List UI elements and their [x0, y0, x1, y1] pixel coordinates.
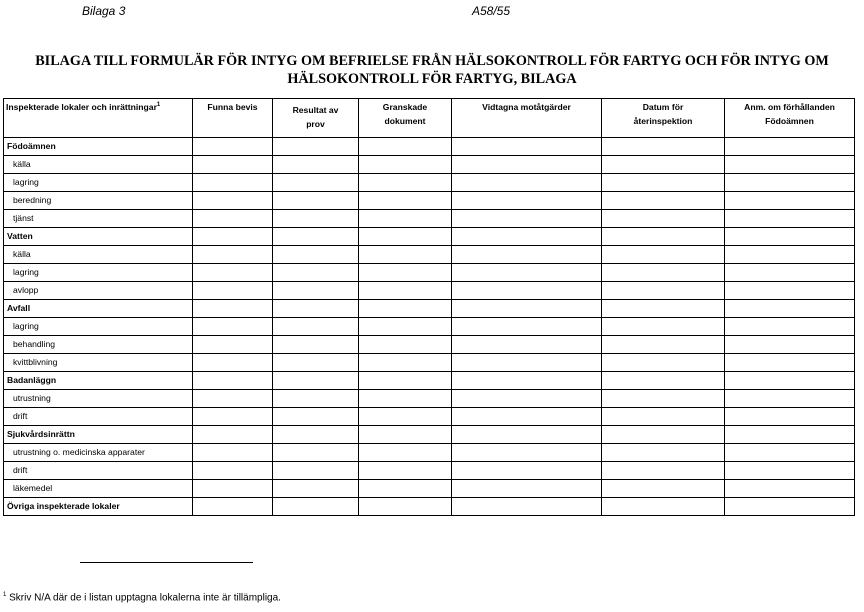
- entry-cell[interactable]: [359, 354, 452, 372]
- entry-cell[interactable]: [602, 354, 725, 372]
- entry-cell[interactable]: [452, 246, 602, 264]
- entry-cell[interactable]: [725, 354, 855, 372]
- row-label: avlopp: [4, 282, 193, 300]
- entry-cell[interactable]: [359, 300, 452, 318]
- entry-cell[interactable]: [359, 426, 452, 444]
- entry-cell[interactable]: [602, 426, 725, 444]
- entry-cell[interactable]: [725, 408, 855, 426]
- row-label: drift: [4, 408, 193, 426]
- entry-cell[interactable]: [452, 282, 602, 300]
- entry-cell[interactable]: [193, 192, 273, 210]
- category-row: [4, 300, 855, 318]
- entry-cell[interactable]: [725, 426, 855, 444]
- entry-cell[interactable]: [273, 426, 359, 444]
- entry-cell[interactable]: [725, 246, 855, 264]
- entry-cell[interactable]: [725, 498, 855, 516]
- entry-cell[interactable]: [273, 336, 359, 354]
- entry-cell[interactable]: [602, 498, 725, 516]
- entry-cell[interactable]: [193, 246, 273, 264]
- column-header-text: Anm. om förhållanden: [744, 102, 835, 112]
- entry-cell[interactable]: [193, 390, 273, 408]
- entry-cell[interactable]: [359, 462, 452, 480]
- entry-cell[interactable]: [273, 498, 359, 516]
- entry-cell[interactable]: [273, 246, 359, 264]
- page-title: [0, 52, 864, 88]
- category-row: [4, 228, 855, 246]
- entry-cell[interactable]: [602, 336, 725, 354]
- entry-cell[interactable]: [273, 282, 359, 300]
- footnote-reference: 1: [156, 102, 161, 109]
- entry-cell[interactable]: [452, 264, 602, 282]
- entry-cell[interactable]: [193, 480, 273, 498]
- entry-cell[interactable]: [452, 408, 602, 426]
- category-row: [4, 372, 855, 390]
- table-row: [4, 354, 855, 372]
- entry-cell[interactable]: [725, 228, 855, 246]
- entry-cell[interactable]: [273, 372, 359, 390]
- entry-cell[interactable]: [452, 390, 602, 408]
- entry-cell[interactable]: [602, 264, 725, 282]
- column-header-2: [193, 99, 273, 138]
- category-row: [4, 138, 855, 156]
- footnote-separator: [80, 562, 253, 563]
- entry-cell[interactable]: [193, 426, 273, 444]
- column-header-7: [725, 99, 855, 138]
- title-line-2: HÄLSOKONTROLL FÖR FARTYG, BILAGA: [287, 71, 577, 87]
- entry-cell[interactable]: [602, 300, 725, 318]
- entry-cell[interactable]: [602, 210, 725, 228]
- footnote: [3, 592, 281, 603]
- entry-cell[interactable]: [602, 138, 725, 156]
- entry-cell[interactable]: [602, 480, 725, 498]
- column-header-4: [359, 99, 452, 138]
- category-label: Badanläggn: [4, 372, 193, 390]
- column-header-5: [452, 99, 602, 138]
- column-header-3: [273, 99, 359, 138]
- column-header-text: Datum för: [642, 102, 684, 112]
- category-row: [4, 426, 855, 444]
- entry-cell[interactable]: [602, 282, 725, 300]
- column-header-1: [4, 99, 193, 138]
- entry-cell[interactable]: [602, 246, 725, 264]
- column-header-text: Inspekterade lokaler och inrättningar: [6, 102, 157, 112]
- entry-cell[interactable]: [193, 372, 273, 390]
- entry-cell[interactable]: [602, 174, 725, 192]
- entry-cell[interactable]: [273, 480, 359, 498]
- entry-cell[interactable]: [725, 480, 855, 498]
- table-row: [4, 390, 855, 408]
- entry-cell[interactable]: [602, 390, 725, 408]
- entry-cell[interactable]: [725, 156, 855, 174]
- table-row: [4, 408, 855, 426]
- entry-cell[interactable]: [193, 300, 273, 318]
- entry-cell[interactable]: [193, 210, 273, 228]
- entry-cell[interactable]: [359, 210, 452, 228]
- table-row: [4, 210, 855, 228]
- entry-cell[interactable]: [452, 300, 602, 318]
- column-header-text-line2: återinspektion: [633, 116, 693, 126]
- entry-cell[interactable]: [273, 264, 359, 282]
- entry-cell[interactable]: [273, 354, 359, 372]
- row-label: läkemedel: [4, 480, 193, 498]
- category-label: Övriga inspekterade lokaler: [4, 498, 193, 516]
- entry-cell[interactable]: [359, 192, 452, 210]
- entry-cell[interactable]: [193, 462, 273, 480]
- footnote-text: Skriv N/A där de i listan upptagna lokalerna inte är tillämpliga.: [9, 592, 281, 604]
- entry-cell[interactable]: [359, 336, 452, 354]
- row-label: beredning: [4, 192, 193, 210]
- column-header-text: Granskade: [382, 102, 428, 112]
- row-label: lagring: [4, 174, 193, 192]
- column-header-text: Funna bevis: [207, 102, 258, 112]
- entry-cell[interactable]: [273, 408, 359, 426]
- entry-cell[interactable]: [725, 462, 855, 480]
- row-label: behandling: [4, 336, 193, 354]
- entry-cell[interactable]: [193, 174, 273, 192]
- entry-cell[interactable]: [725, 444, 855, 462]
- entry-cell[interactable]: [452, 228, 602, 246]
- table-row: [4, 246, 855, 264]
- category-label: Vatten: [4, 228, 193, 246]
- entry-cell[interactable]: [452, 462, 602, 480]
- annex-label: Bilaga 3: [82, 4, 126, 18]
- entry-cell[interactable]: [193, 498, 273, 516]
- entry-cell[interactable]: [193, 444, 273, 462]
- entry-cell[interactable]: [273, 318, 359, 336]
- entry-cell[interactable]: [359, 408, 452, 426]
- entry-cell[interactable]: [359, 480, 452, 498]
- entry-cell[interactable]: [193, 336, 273, 354]
- entry-cell[interactable]: [359, 444, 452, 462]
- entry-cell[interactable]: [452, 192, 602, 210]
- table-body: [4, 138, 855, 516]
- entry-cell[interactable]: [193, 264, 273, 282]
- table-row: [4, 318, 855, 336]
- entry-cell[interactable]: [359, 246, 452, 264]
- entry-cell[interactable]: [602, 408, 725, 426]
- column-header-text-line2: Födoämnen: [765, 116, 814, 126]
- entry-cell[interactable]: [452, 372, 602, 390]
- category-label: Avfall: [4, 300, 193, 318]
- entry-cell[interactable]: [725, 174, 855, 192]
- column-header-text: Resultat av: [292, 105, 339, 115]
- entry-cell[interactable]: [725, 264, 855, 282]
- column-header-text: Vidtagna motåtgärder: [482, 102, 571, 112]
- entry-cell[interactable]: [602, 444, 725, 462]
- row-label: lagring: [4, 264, 193, 282]
- entry-cell[interactable]: [452, 426, 602, 444]
- table-header: [4, 99, 855, 138]
- category-row: [4, 498, 855, 516]
- column-header-text-line2: dokument: [384, 116, 426, 126]
- entry-cell[interactable]: [452, 336, 602, 354]
- entry-cell[interactable]: [725, 336, 855, 354]
- table-row: [4, 282, 855, 300]
- entry-cell[interactable]: [725, 318, 855, 336]
- entry-cell[interactable]: [602, 192, 725, 210]
- entry-cell[interactable]: [725, 282, 855, 300]
- row-label: utrustning: [4, 390, 193, 408]
- table-row: [4, 156, 855, 174]
- inspection-table: [3, 98, 855, 516]
- row-label: lagring: [4, 318, 193, 336]
- entry-cell[interactable]: [273, 192, 359, 210]
- entry-cell[interactable]: [452, 210, 602, 228]
- entry-cell[interactable]: [602, 318, 725, 336]
- entry-cell[interactable]: [193, 282, 273, 300]
- row-label: kvittblivning: [4, 354, 193, 372]
- entry-cell[interactable]: [273, 390, 359, 408]
- entry-cell[interactable]: [359, 318, 452, 336]
- entry-cell[interactable]: [725, 192, 855, 210]
- entry-cell[interactable]: [359, 174, 452, 192]
- entry-cell[interactable]: [602, 228, 725, 246]
- entry-cell[interactable]: [452, 138, 602, 156]
- entry-cell[interactable]: [602, 156, 725, 174]
- table-row: [4, 462, 855, 480]
- entry-cell[interactable]: [359, 372, 452, 390]
- entry-cell[interactable]: [359, 390, 452, 408]
- table-row: [4, 480, 855, 498]
- entry-cell[interactable]: [193, 156, 273, 174]
- row-label: tjänst: [4, 210, 193, 228]
- entry-cell[interactable]: [602, 372, 725, 390]
- entry-cell[interactable]: [452, 480, 602, 498]
- table-row: [4, 444, 855, 462]
- entry-cell[interactable]: [725, 390, 855, 408]
- entry-cell[interactable]: [359, 138, 452, 156]
- entry-cell[interactable]: [452, 354, 602, 372]
- entry-cell[interactable]: [193, 138, 273, 156]
- entry-cell[interactable]: [725, 138, 855, 156]
- entry-cell[interactable]: [452, 444, 602, 462]
- entry-cell[interactable]: [725, 300, 855, 318]
- entry-cell[interactable]: [193, 318, 273, 336]
- entry-cell[interactable]: [725, 372, 855, 390]
- entry-cell[interactable]: [359, 228, 452, 246]
- column-header-6: [602, 99, 725, 138]
- document-reference: A58/55: [472, 4, 511, 18]
- header-row: [4, 99, 855, 138]
- entry-cell[interactable]: [359, 264, 452, 282]
- entry-cell[interactable]: [273, 462, 359, 480]
- row-label: källa: [4, 156, 193, 174]
- entry-cell[interactable]: [273, 138, 359, 156]
- row-label: källa: [4, 246, 193, 264]
- entry-cell[interactable]: [273, 156, 359, 174]
- entry-cell[interactable]: [273, 300, 359, 318]
- entry-cell[interactable]: [193, 228, 273, 246]
- row-label: drift: [4, 462, 193, 480]
- footnote-marker: 1: [3, 592, 7, 598]
- entry-cell[interactable]: [452, 174, 602, 192]
- category-label: Födoämnen: [4, 138, 193, 156]
- column-header-text-line2: prov: [306, 119, 325, 129]
- entry-cell[interactable]: [452, 498, 602, 516]
- entry-cell[interactable]: [359, 498, 452, 516]
- entry-cell[interactable]: [273, 174, 359, 192]
- entry-cell[interactable]: [273, 210, 359, 228]
- entry-cell[interactable]: [273, 228, 359, 246]
- title-line-1: BILAGA TILL FORMULÄR FÖR INTYG OM BEFRIELSE FRÅN HÄLSOKONTROLL FÖR FARTYG OCH FÖR INTYG OM: [35, 53, 829, 69]
- category-label: Sjukvårdsinrättn: [4, 426, 193, 444]
- entry-cell[interactable]: [193, 354, 273, 372]
- entry-cell[interactable]: [725, 210, 855, 228]
- row-label: utrustning o. medicinska apparater: [4, 444, 193, 462]
- entry-cell[interactable]: [193, 408, 273, 426]
- entry-cell[interactable]: [273, 444, 359, 462]
- entry-cell[interactable]: [359, 156, 452, 174]
- entry-cell[interactable]: [359, 282, 452, 300]
- table-row: [4, 174, 855, 192]
- entry-cell[interactable]: [602, 462, 725, 480]
- entry-cell[interactable]: [452, 156, 602, 174]
- table-row: [4, 192, 855, 210]
- table-row: [4, 264, 855, 282]
- table-row: [4, 336, 855, 354]
- entry-cell[interactable]: [452, 318, 602, 336]
